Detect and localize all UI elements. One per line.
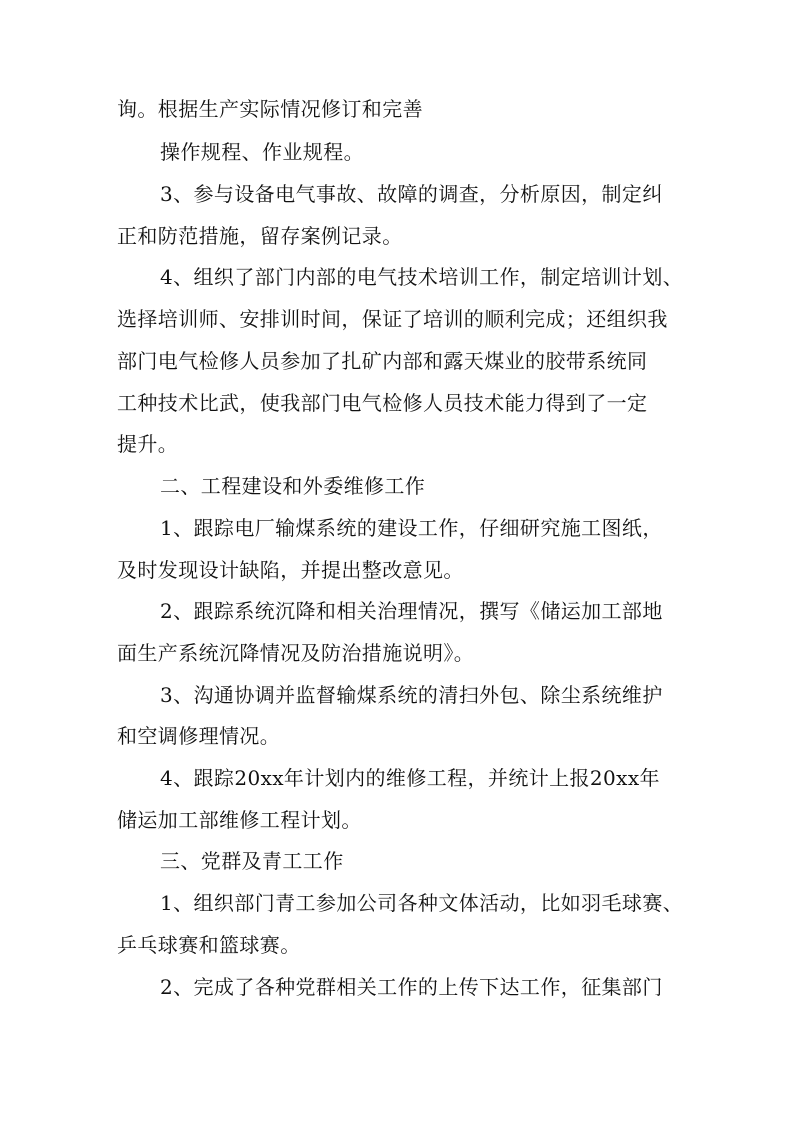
text-line: 4、组织了部门内部的电气技术培训工作，制定培训计划、 <box>160 265 684 289</box>
text-line: 乒乓球赛和篮球赛。 <box>117 933 301 957</box>
text-line: 及时发现设计缺陷，并提出整改意见。 <box>117 558 464 582</box>
text-line: 3、参与设备电气事故、故障的调查，分析原因，制定纠 <box>160 182 663 206</box>
text-line: 4、跟踪20xx年计划内的维修工程，并统计上报20xx年 <box>160 766 660 790</box>
text-line: 1、跟踪电厂输煤系统的建设工作，仔细研究施工图纸， <box>160 516 663 540</box>
text-line: 3、沟通协调并监督输煤系统的清扫外包、除尘系统维护 <box>160 683 663 707</box>
text-line: 工种技术比武，使我部门电气检修人员技术能力得到了一定 <box>117 391 648 415</box>
text-line: 部门电气检修人员参加了扎矿内部和露天煤业的胶带系统同 <box>117 349 648 373</box>
text-line: 正和防范措施，留存案例记录。 <box>117 224 403 248</box>
text-line: 1、组织部门青工参加公司各种文体活动，比如羽毛球赛、 <box>160 891 684 915</box>
section-heading: 二、工程建设和外委维修工作 <box>160 474 426 498</box>
text-line: 储运加工部维修工程计划。 <box>117 808 362 832</box>
text-line: 询。根据生产实际情况修订和完善 <box>117 97 423 121</box>
text-line: 2、完成了各种党群相关工作的上传下达工作，征集部门 <box>160 975 663 999</box>
text-line: 和空调修理情况。 <box>117 724 281 748</box>
text-line: 选择培训师、安排训时间，保证了培训的顺利完成；还组织我 <box>117 307 668 331</box>
text-line: 面生产系统沉降情况及防治措施说明》。 <box>117 641 475 665</box>
text-line: 2、跟踪系统沉降和相关治理情况，撰写《储运加工部地 <box>160 599 663 623</box>
section-heading: 三、党群及青工工作 <box>160 849 344 873</box>
text-line: 操作规程、作业规程。 <box>160 140 364 164</box>
text-line: 提升。 <box>117 432 179 456</box>
